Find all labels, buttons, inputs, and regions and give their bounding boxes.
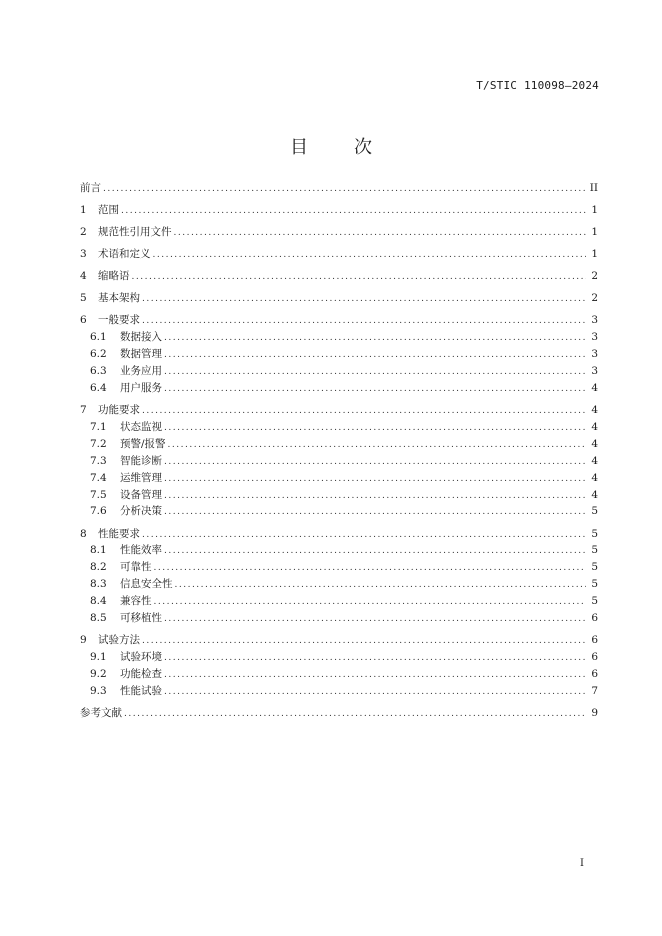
toc-entry[interactable]: [80, 559, 598, 576]
toc-entry-label: 参考文献: [80, 706, 122, 719]
toc-leader-dots: [132, 269, 587, 286]
toc-leader-dots: [142, 403, 586, 420]
toc-leader-dots: [164, 650, 586, 667]
toc-entry-number: 6.3: [90, 365, 107, 378]
toc-entry-number: 9.1: [90, 650, 107, 663]
toc-entry-page: 6: [591, 611, 598, 624]
toc-leader-dots: [164, 381, 586, 398]
toc-entry-number: 6.1: [90, 331, 107, 344]
toc-entry[interactable]: [80, 268, 598, 285]
toc-entry-number: 6: [80, 314, 87, 327]
toc-entry-label: 一般要求: [98, 314, 140, 327]
toc-leader-dots: [124, 706, 586, 723]
toc-entry-label: 范围: [98, 204, 119, 217]
toc-entry-number: 8.4: [90, 595, 107, 608]
toc-leader-dots: [164, 684, 586, 701]
toc-entry[interactable]: [80, 503, 598, 520]
toc-entry-number: 9.2: [90, 667, 107, 680]
toc-entry-number: 8.5: [90, 611, 107, 624]
toc-leader-dots: [142, 633, 586, 650]
toc-entry-number: 7.1: [90, 421, 107, 433]
toc-leader-dots: [164, 364, 586, 381]
toc-leader-dots: [164, 330, 586, 347]
toc-entry-number: 9: [80, 634, 87, 647]
toc-entry-page: 4: [591, 488, 598, 501]
toc-entry[interactable]: [80, 705, 598, 722]
toc-entry[interactable]: [80, 246, 598, 263]
toc-entry-page: 6: [591, 650, 598, 663]
toc-leader-dots: [174, 225, 587, 242]
footer-page-number: I: [580, 858, 584, 869]
toc-entry[interactable]: [80, 312, 598, 329]
toc-leader-dots: [164, 347, 586, 364]
document-code: T/STIC 110098—2024: [476, 79, 599, 92]
toc-entry-page: 2: [591, 270, 598, 283]
toc-leader-dots: [154, 594, 587, 611]
toc-entry-label: 预警/报警: [120, 437, 166, 450]
toc-entry-number: 9.3: [90, 684, 107, 697]
toc-entry-page: 2: [591, 292, 598, 305]
toc-entry[interactable]: [80, 666, 598, 683]
toc-entry-number: 8.1: [90, 544, 107, 557]
toc-entry[interactable]: [80, 453, 598, 470]
toc-entry-label: 性能要求: [98, 527, 140, 540]
toc-entry-number: 4: [80, 270, 87, 283]
toc-entry-label: 数据接入: [120, 331, 162, 344]
toc-entry-label: 分析决策: [120, 505, 162, 518]
toc-leader-dots: [175, 577, 587, 594]
toc-entry[interactable]: [80, 380, 598, 397]
toc-entry-label: 术语和定义: [98, 248, 151, 261]
toc-entry-page: 4: [591, 421, 598, 433]
table-of-contents: [80, 180, 598, 722]
toc-leader-dots: [164, 488, 586, 505]
toc-leader-dots: [164, 611, 586, 628]
toc-entry[interactable]: [80, 610, 598, 627]
toc-entry[interactable]: [80, 649, 598, 666]
toc-entry-number: 7.2: [90, 437, 107, 450]
toc-entry[interactable]: [80, 470, 598, 487]
toc-entry-page: 9: [591, 706, 598, 719]
toc-leader-dots: [142, 313, 586, 330]
toc-entry-label: 试验方法: [98, 634, 140, 647]
toc-entry-label: 数据管理: [120, 348, 162, 361]
toc-leader-dots: [164, 454, 586, 471]
toc-entry[interactable]: [80, 436, 598, 453]
toc-leader-dots: [154, 560, 587, 577]
toc-entry-number: 7: [80, 404, 87, 417]
toc-leader-dots: [164, 471, 586, 488]
toc-entry-page: 1: [591, 204, 598, 217]
toc-entry-label: 性能试验: [120, 684, 162, 697]
toc-entry-label: 业务应用: [120, 365, 162, 378]
toc-entry[interactable]: [80, 419, 598, 436]
toc-entry-page: II: [589, 182, 598, 194]
toc-leader-dots: [142, 291, 586, 308]
toc-entry-page: 6: [591, 667, 598, 680]
toc-entry-label: 设备管理: [120, 488, 162, 501]
toc-entry-label: 试验环境: [120, 650, 162, 663]
toc-entry-page: 4: [591, 454, 598, 467]
toc-entry[interactable]: [80, 180, 598, 197]
toc-leader-dots: [103, 181, 586, 198]
toc-entry[interactable]: [80, 363, 598, 380]
toc-leader-dots: [121, 203, 586, 220]
toc-leader-dots: [164, 543, 586, 560]
toc-entry-page: 5: [591, 561, 598, 574]
toc-entry-label: 信息安全性: [120, 578, 173, 591]
toc-leader-dots: [168, 437, 586, 454]
toc-entry-page: 4: [591, 404, 598, 417]
toc-entry[interactable]: [80, 290, 598, 307]
toc-entry[interactable]: [80, 346, 598, 363]
toc-entry[interactable]: [80, 402, 598, 419]
toc-entry-number: 6.2: [90, 348, 107, 361]
toc-leader-dots: [153, 247, 587, 264]
toc-entry-page: 5: [591, 595, 598, 608]
toc-entry-page: 5: [591, 544, 598, 557]
toc-entry-number: 7.3: [90, 454, 107, 467]
page-title: [0, 133, 662, 159]
toc-entry-number: 3: [80, 248, 87, 261]
toc-entry-label: 状态监视: [120, 421, 162, 433]
toc-entry-label: 智能诊断: [120, 454, 162, 467]
toc-entry-page: 7: [591, 684, 598, 697]
toc-entry[interactable]: [80, 329, 598, 346]
toc-leader-dots: [142, 527, 586, 544]
toc-entry-label: 用户服务: [120, 382, 162, 395]
toc-entry-label: 规范性引用文件: [98, 226, 172, 239]
toc-entry-label: 缩略语: [98, 270, 130, 283]
toc-entry-number: 7.4: [90, 471, 107, 484]
toc-leader-dots: [164, 504, 586, 521]
toc-entry-label: 前言: [80, 182, 101, 194]
toc-entry-number: 2: [80, 226, 87, 239]
toc-leader-dots: [164, 420, 586, 437]
toc-entry-label: 运维管理: [120, 471, 162, 484]
toc-entry-label: 可移植性: [120, 611, 162, 624]
toc-entry-page: 4: [591, 382, 598, 395]
title-char-2: 次: [354, 137, 372, 158]
toc-entry-page: 1: [591, 248, 598, 261]
toc-leader-dots: [164, 667, 586, 684]
toc-entry[interactable]: [80, 202, 598, 219]
toc-entry-number: 8.2: [90, 561, 107, 574]
toc-entry-label: 可靠性: [120, 561, 152, 574]
toc-entry[interactable]: [80, 542, 598, 559]
toc-entry-number: 6.4: [90, 382, 107, 395]
toc-entry-page: 5: [591, 578, 598, 591]
toc-entry-number: 7.6: [90, 505, 107, 518]
toc-entry-page: 5: [591, 527, 598, 540]
title-char-1: 目: [290, 137, 308, 158]
toc-entry-page: 4: [591, 471, 598, 484]
toc-entry-number: 5: [80, 292, 87, 305]
toc-entry-page: 3: [591, 348, 598, 361]
toc-entry[interactable]: [80, 487, 598, 504]
toc-entry-label: 兼容性: [120, 595, 152, 608]
toc-entry-number: 8.3: [90, 578, 107, 591]
toc-entry[interactable]: [80, 526, 598, 543]
toc-entry-page: 3: [591, 365, 598, 378]
toc-entry-label: 功能要求: [98, 404, 140, 417]
toc-entry-number: 7.5: [90, 488, 107, 501]
toc-entry-page: 6: [591, 634, 598, 647]
toc-entry[interactable]: [80, 632, 598, 649]
toc-entry[interactable]: [80, 224, 598, 241]
toc-entry[interactable]: [80, 576, 598, 593]
toc-entry-page: 1: [591, 226, 598, 239]
toc-entry-page: 3: [591, 314, 598, 327]
toc-entry-label: 功能检查: [120, 667, 162, 680]
toc-entry[interactable]: [80, 683, 598, 700]
toc-entry-page: 4: [591, 437, 598, 450]
toc-entry-label: 性能效率: [120, 544, 162, 557]
toc-entry-number: 8: [80, 527, 87, 540]
toc-entry-page: 3: [591, 331, 598, 344]
toc-entry[interactable]: [80, 593, 598, 610]
toc-entry-number: 1: [80, 204, 87, 217]
toc-entry-label: 基本架构: [98, 292, 140, 305]
toc-entry-page: 5: [591, 505, 598, 518]
